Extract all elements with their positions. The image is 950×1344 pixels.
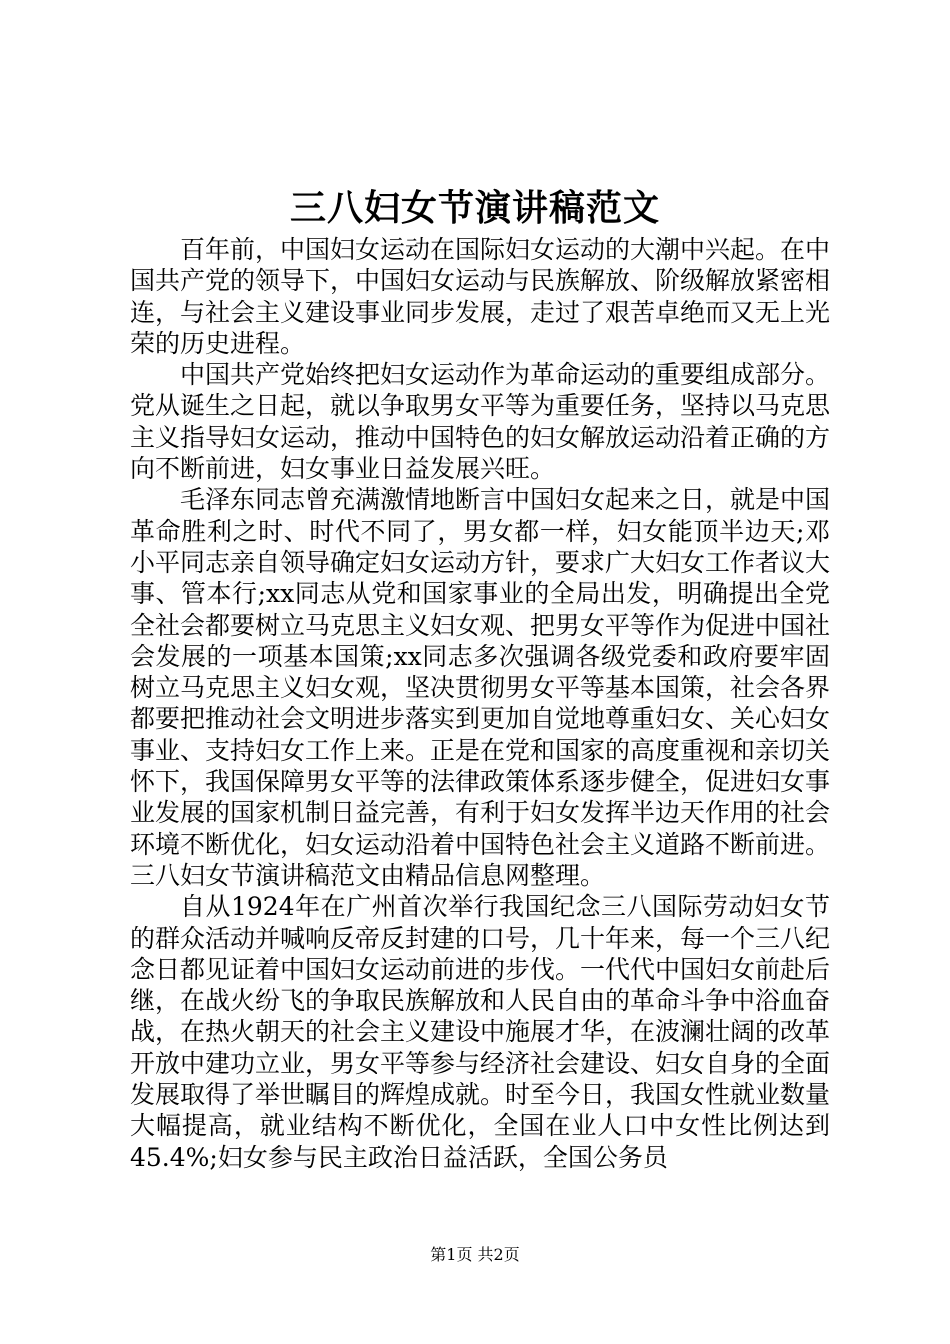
document-title: 三八妇女节演讲稿范文 — [289, 187, 660, 229]
paragraph-2: 中国共产党始终把妇女运动作为革命运动的重要组成部分。党从诞生之日起，就以争取男女平等为重要任务，坚持以马克思主义指导妇女运动，推动中国特色的妇女解放运动沿着正确的方向不断前进，妇女事业日益发展兴旺。 — [130, 360, 831, 484]
document-body — [130, 234, 830, 1173]
page-number-footer: 第1页 共2页 — [430, 1245, 520, 1264]
paragraph-3: 毛泽东同志曾充满激情地断言中国妇女起来之日，就是中国革命胜利之时、时代不同了，男女都一样，妇女能顶半边天;邓小平同志亲自领导确定妇女运动方针，要求广大妇女工作者议大事、管本行;xx同志从党和国家事业的全局出发，明确提出全党全社会都要树立马克思主义妇女观、把男女平等作为促进中国社会发展的一项基本国策;xx同志多次强调各级党委和政府要牢固树立马克思主义妇女观，坚决贯彻男女平等基本国策，社会各界都要把推动社会文明进步落实到更加自觉地尊重妇女、关心妇女事业、支持妇女工作上来。正是在党和国家的高度重视和亲切关怀下，我国保障男女平等的法律政策体系逐步健全，促进妇女事业发展的国家机制日益完善，有利于妇女发挥半边天作用的社会环境不断优化，妇女运动沿着中国特色社会主义道路不断前进。三八妇女节演讲稿范文由精品信息网整理。 — [130, 485, 831, 890]
paragraph-4: 自从1924年在广州首次举行我国纪念三八国际劳动妇女节的群众活动并喊响反帝反封建的口号，几十年来，每一个三八纪念日都见证着中国妇女运动前进的步伐。一代代中国妇女前赴后继，在战火纷飞的争取民族解放和人民自由的革命斗争中浴血奋战，在热火朝天的社会主义建设中施展才华，在波澜壮阔的改革开放中建功立业，男女平等参与经济社会建设、妇女自身的全面发展取得了举世瞩目的辉煌成就。时至今日，我国女性就业数量大幅提高，就业结构不断优化，全国在业人口中女性比例达到45.4%;妇女参与民主政治日益活跃，全国公务员 — [130, 892, 831, 1172]
paragraph-1: 百年前，中国妇女运动在国际妇女运动的大潮中兴起。在中国共产党的领导下，中国妇女运动与民族解放、阶级解放紧密相连，与社会主义建设事业同步发展，走过了艰苦卓绝而又无上光荣的历史进程。 — [130, 235, 831, 358]
